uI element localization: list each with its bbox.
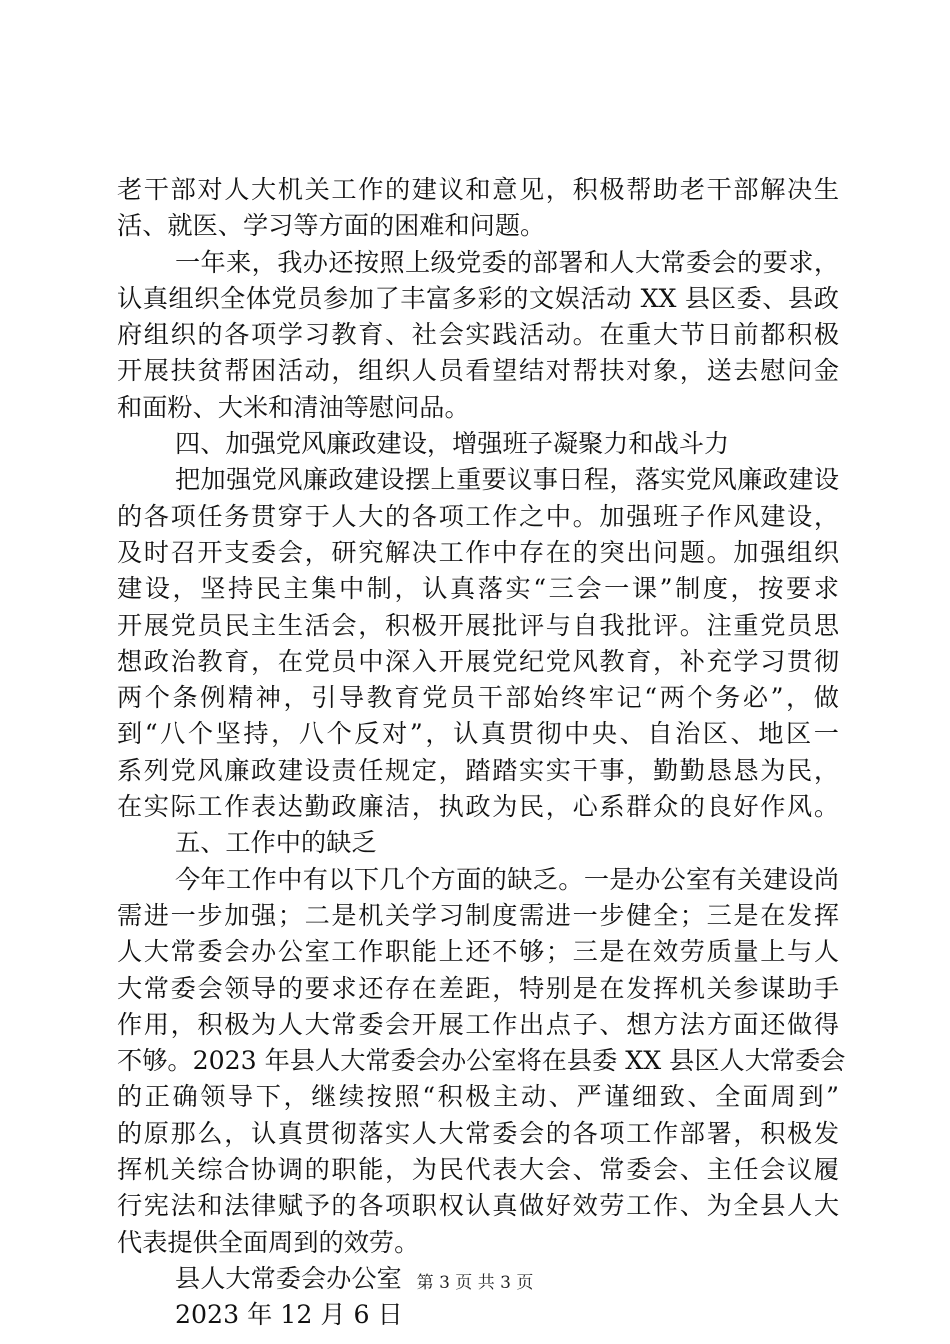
text-line: 系列党风廉政建设责任规定，踏踏实实干事，勤勤恳恳为民， [117, 755, 839, 785]
text-line: 把加强党风廉政建设摆上重要议事日程，落实党风廉政建设 [175, 465, 839, 495]
section-heading: 四、加强党风廉政建设，增强班子凝聚力和战斗力 [175, 429, 730, 459]
text-line: 老干部对人大机关工作的建议和意见，积极帮助老干部解决生 [117, 175, 839, 204]
text-line: 需进一步加强；二是机关学习制度需进一步健全；三是在发挥 [117, 900, 839, 930]
text-line: 的各项任务贯穿于人大的各项工作之中。加强班子作风建设， [117, 501, 839, 531]
section-heading: 五、工作中的缺乏 [175, 828, 377, 858]
text-line: 人大常委会办公室工作职能上还不够；三是在效劳质量上与人 [117, 937, 839, 967]
text-line: 今年工作中有以下几个方面的缺乏。一是办公室有关建设尚 [175, 864, 839, 894]
text-line: 开展扶贫帮困活动，组织人员看望结对帮扶对象，送去慰问金 [117, 356, 839, 386]
text-line: 不够。2023 年县人大常委会办公室将在县委 XX 县区人大常委会 [117, 1046, 846, 1076]
text-line: 的原那么，认真贯彻落实人大常委会的各项工作部署，积极发 [117, 1118, 839, 1148]
text-line: 想政治教育，在党员中深入开展党纪党风教育，补充学习贯彻 [117, 646, 839, 676]
page-footer [0, 1268, 950, 1293]
text-line: 和面粉、大米和清油等慰问品。 [117, 392, 470, 422]
text-line: 一年来，我办还按照上级党委的部署和人大常委会的要求， [175, 247, 839, 277]
text-line: 开展党员民主生活会，积极开展批评与自我批评。注重党员思 [117, 610, 839, 640]
text-line: 活、就医、学习等方面的困难和问题。 [117, 211, 546, 241]
text-line: 代表提供全面周到的效劳。 [117, 1227, 420, 1257]
text-line: 建设，坚持民主集中制，认真落实“三会一课”制度，按要求 [117, 574, 839, 604]
document-body [117, 172, 846, 1334]
signature-date: 2023 年 12 月 6 日 [175, 1300, 403, 1330]
text-line: 府组织的各项学习教育、社会实践活动。在重大节日前都积极 [117, 320, 839, 350]
text-line: 到“八个坚持，八个反对”，认真贯彻中央、自治区、地区一 [117, 719, 839, 749]
text-line: 大常委会领导的要求还存在差距，特别是在发挥机关参谋助手 [117, 973, 839, 1003]
page-number: 第 3 页 共 3 页 [416, 1273, 534, 1293]
text-line: 及时召开支委会，研究解决工作中存在的突出问题。加强组织 [117, 537, 839, 567]
signature-office: 县人大常委会办公室 [175, 1263, 402, 1293]
text-line: 认真组织全体党员参加了丰富多彩的文娱活动 XX 县区委、县政 [117, 283, 839, 313]
text-line: 作用，积极为人大常委会开展工作出点子、想方法方面还做得 [117, 1009, 839, 1039]
text-line: 的正确领导下，继续按照“积极主动、严谨细致、全面周到” [117, 1082, 839, 1112]
text-line: 行宪法和法律赋予的各项职权认真做好效劳工作、为全县人大 [117, 1191, 839, 1221]
text-line: 挥机关综合协调的职能，为民代表大会、常委会、主任会议履 [117, 1155, 839, 1185]
text-line: 在实际工作表达勤政廉洁，执政为民，心系群众的良好作风。 [117, 792, 839, 822]
text-line: 两个条例精神，引导教育党员干部始终牢记“两个务必”，做 [117, 683, 839, 713]
